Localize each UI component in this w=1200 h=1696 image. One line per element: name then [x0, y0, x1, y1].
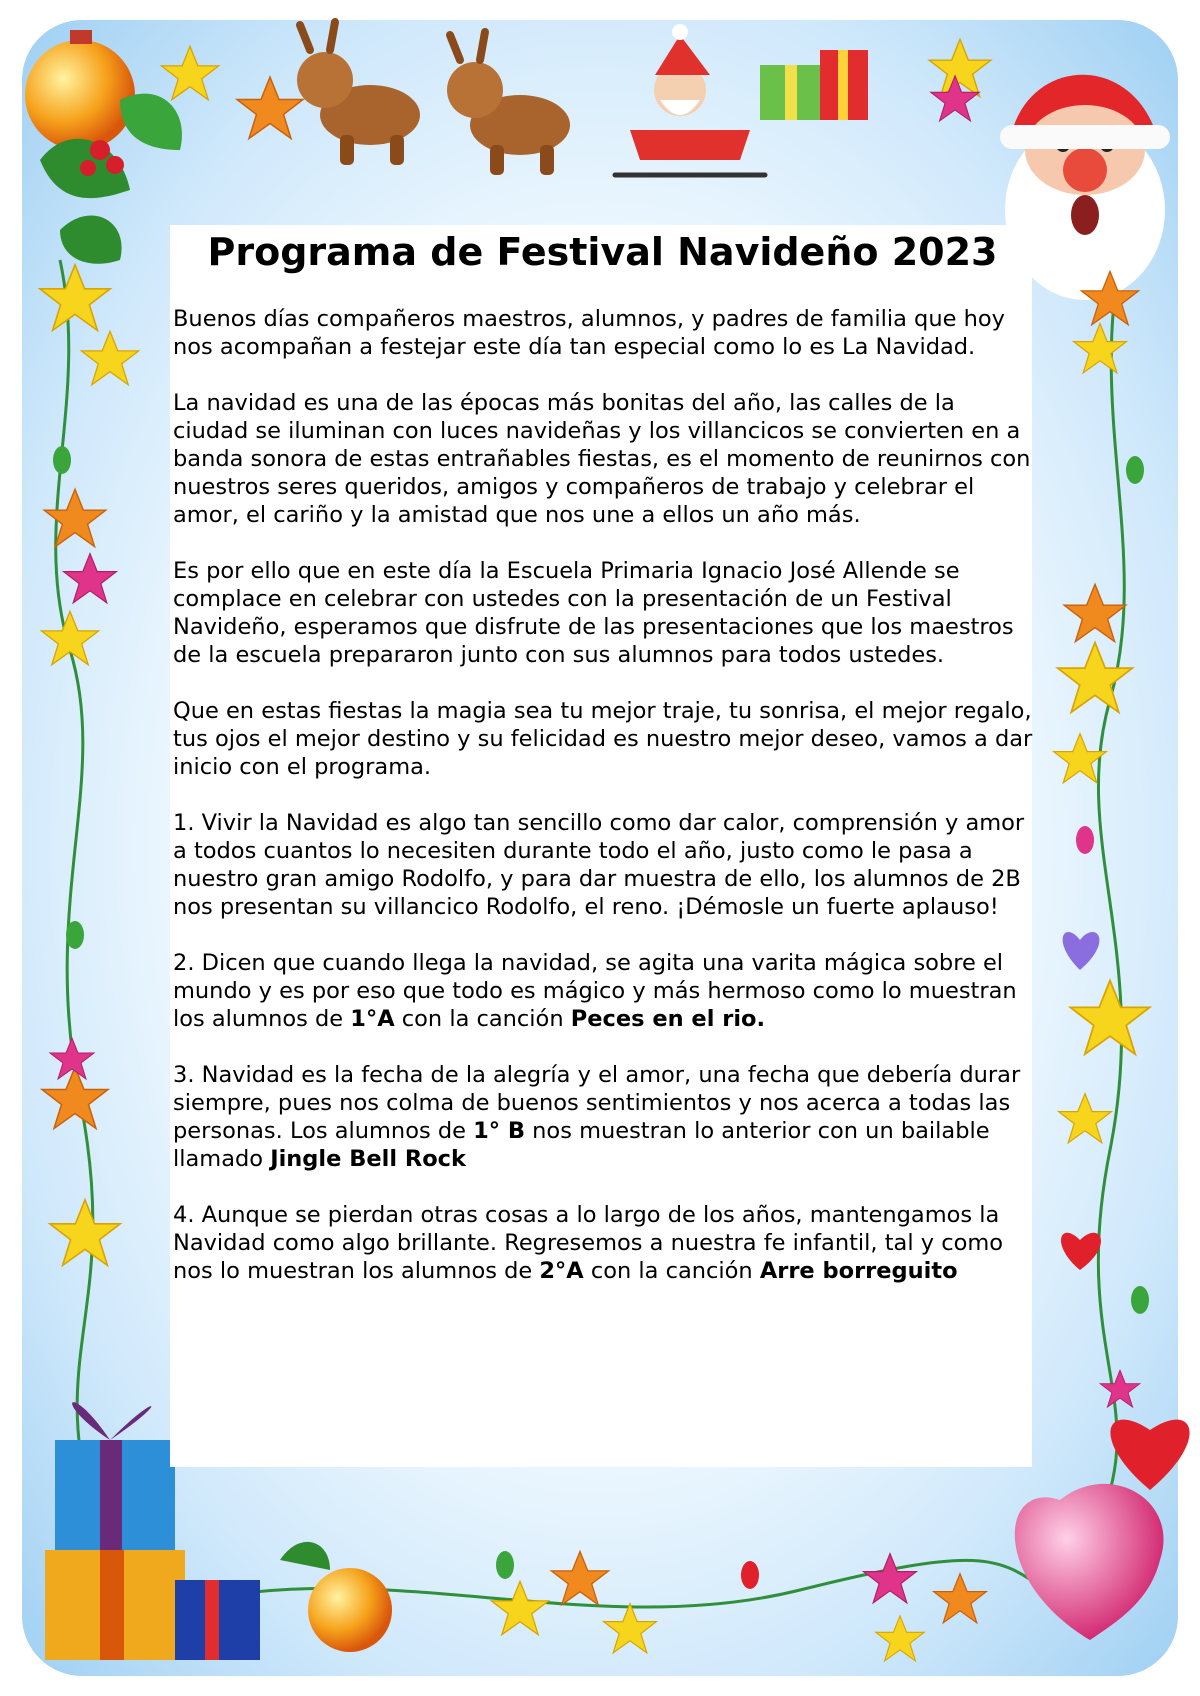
- ornament-ball-icon: [25, 30, 135, 150]
- program-item-group: 1° B: [473, 1118, 526, 1144]
- program-item: [173, 1061, 1033, 1173]
- light-string-left: [56, 260, 93, 1500]
- program-item-text: 2. Dicen que cuando llega la navidad, se agita una varita mágica sobre el mundo y es por eso que todo es mágico y más hermoso como lo muestran los alumnos de: [173, 950, 1017, 1032]
- ornament-ball-icon: [280, 1542, 392, 1652]
- program-item: [173, 809, 1033, 921]
- program-item-group: 1°A: [350, 1006, 395, 1032]
- paragraph: Es por ello que en este día la Escuela Primaria Ignacio José Allende se complace en celebrar con ustedes con la presentación de un Festival Navideño, esperamos que disfrute de las presentaciones que los maestros de la escuela prepararon junto con sus alumnos para todos ustedes.: [173, 558, 1014, 668]
- page-title: Programa de Festival Navideño 2023: [207, 230, 998, 274]
- paragraph: Que en estas fiestas la magia sea tu mejor traje, tu sonrisa, el mejor regalo, tus ojos el mejor destino y su felicidad es nuestro mejor deseo, vamos a dar inicio con el programa.: [173, 698, 1033, 780]
- program-item-text: 4. Aunque se pierdan otras cosas a lo largo de los años, mantengamos la Navidad como algo brillante. Regresemos a nuestra fe infantil, tal y como nos lo muestran los alumnos de: [173, 1202, 1004, 1284]
- reindeer-icon: [447, 32, 570, 175]
- paragraph: La navidad es una de las épocas más bonitas del año, las calles de la ciudad se iluminan con luces navideñas y los villancicos se convierten en a banda sonora de estas entrañables fiestas, es el momento de reunirnos con nuestros seres queridos, amigos y compañeros de trabajo y celebrar el amor, el cariño y la amistad que nos une a ellos un año más.: [173, 390, 1031, 528]
- light-string-right: [1098, 260, 1124, 1520]
- program-item: [173, 1201, 1033, 1285]
- program-item-song: Arre borreguito: [759, 1258, 958, 1284]
- gift-box-icon: [760, 50, 868, 120]
- program-item: [173, 949, 1033, 1033]
- program-item-connector: nos muestran lo anterior con un bailable llamado: [173, 1118, 990, 1172]
- program-item-text: 3. Navidad es la fecha de la alegría y el amor, una fecha que debería durar siempre, pues nos colma de buenos sentimientos y nos acerca a todas las personas. Los alumnos de: [173, 1062, 1021, 1144]
- reindeer-icon: [297, 22, 420, 165]
- program-item-connector: con la canción: [583, 1258, 760, 1284]
- document-body: [173, 305, 1033, 1313]
- program-item-text: 1. Vivir la Navidad es algo tan sencillo como dar calor, comprensión y amor a todos cuantos lo necesiten durante todo el año, justo como le pasa a nuestro gran amigo Rodolfo, y para dar muestra de ello, los alumnos de 2B nos presentan su villancico Rodolfo, el reno. ¡Démosle un fuerte aplauso!: [173, 810, 1025, 920]
- heart-icon: [1015, 1484, 1164, 1640]
- program-item-connector: con la canción: [394, 1006, 571, 1032]
- program-item-song: Peces en el rio.: [570, 1006, 766, 1032]
- program-item-song: Jingle Bell Rock: [270, 1146, 466, 1172]
- program-item-group: 2°A: [539, 1258, 584, 1284]
- intro-paragraph: Buenos días compañeros maestros, alumnos, y padres de familia que hoy nos acompañan a festejar este día tan especial como lo es La Navidad.: [173, 306, 1005, 360]
- santa-sleigh-icon: [615, 24, 765, 175]
